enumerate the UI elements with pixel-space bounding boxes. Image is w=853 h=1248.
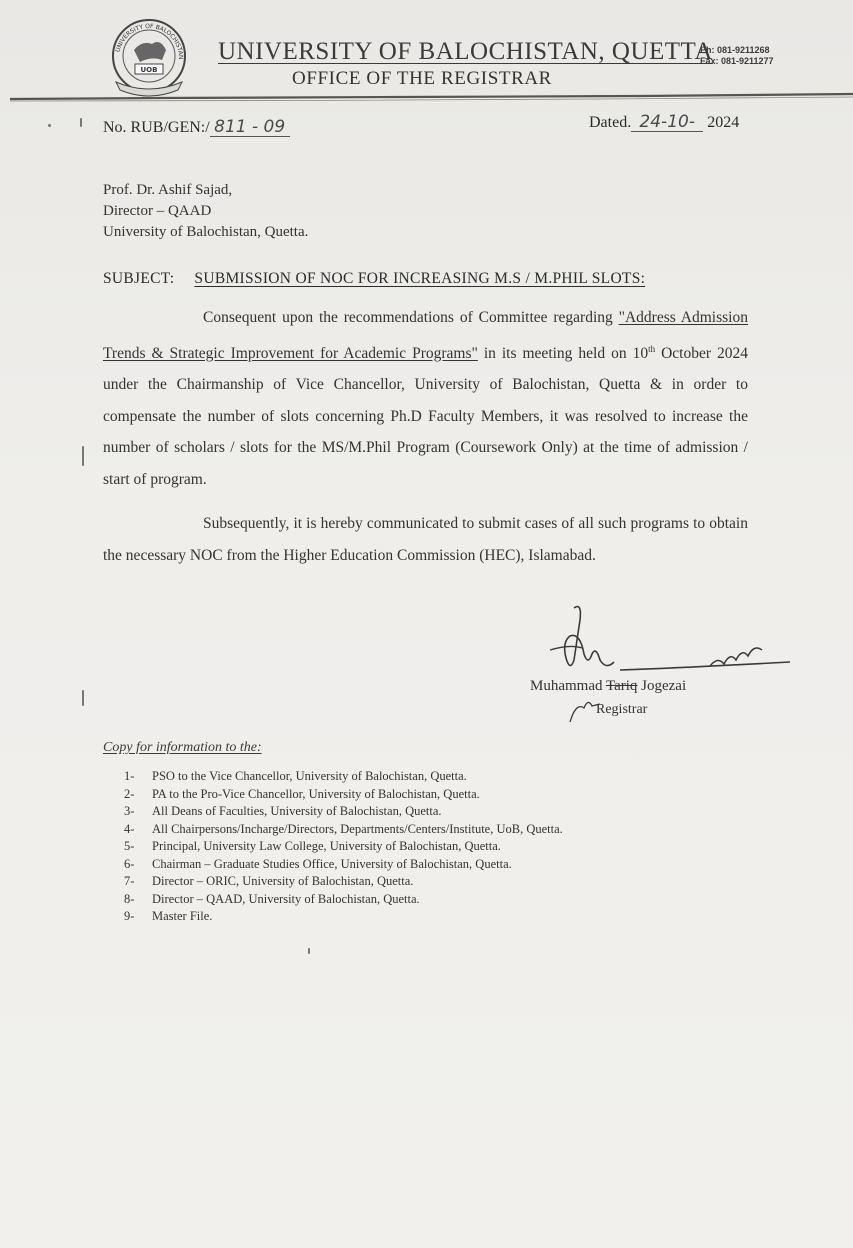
list-item — [124, 908, 563, 926]
list-item-text: PSO to the Vice Chancellor, University of Balochistan, Quetta. — [152, 769, 467, 783]
para2-text: Subsequently, it is hereby communicated to submit cases of all such programs to obtain the necessary NOC from the Higher Education Commission (HEC), Islamabad. — [103, 515, 748, 564]
copy-heading: Copy for information to the: — [103, 740, 262, 755]
para1-mid: in its meeting held on 10 — [477, 344, 649, 362]
list-item-text: Principal, University Law College, University of Balochistan, Quetta. — [152, 839, 501, 853]
phone-number: Ph: 081-9211268 — [700, 45, 770, 55]
list-item — [124, 856, 563, 874]
university-logo — [108, 16, 190, 100]
date-handwritten: 24-10- — [631, 113, 703, 132]
recipient-organization: University of Balochistan, Quetta. — [103, 224, 309, 240]
list-item-number: 6- — [124, 856, 135, 871]
list-item-number: 7- — [124, 874, 135, 888]
list-item — [124, 891, 563, 909]
university-name: UNIVERSITY OF BALOCHISTAN, QUETTA — [218, 38, 713, 65]
signatory-name-middle: Tariq — [605, 678, 638, 694]
list-item — [124, 768, 563, 786]
signatory-title: Registrar — [596, 702, 648, 717]
list-item-text: Director – ORIC, University of Balochistan, Quetta. — [152, 874, 414, 888]
list-item — [124, 838, 563, 856]
scan-mark — [48, 124, 51, 127]
letter-date — [589, 113, 739, 132]
para1-start: Consequent upon the recommendations of Committee regarding — [203, 309, 619, 326]
list-item-text: All Chairpersons/Incharge/Directors, Departments/Centers/Institute, UoB, Quetta. — [152, 821, 563, 836]
list-item — [124, 873, 563, 891]
list-item-number: 4- — [124, 821, 135, 836]
scan-mark — [82, 690, 84, 706]
date-year: 2024 — [707, 114, 740, 131]
list-item-text: PA to the Pro-Vice Chancellor, University of Balochistan, Quetta. — [152, 786, 480, 801]
signatory-name-first: Muhammad — [530, 678, 606, 694]
list-item-number: 8- — [124, 891, 135, 906]
office-title: OFFICE OF THE REGISTRAR — [292, 68, 552, 89]
logo-center-text: UOB — [140, 66, 158, 74]
list-item-text: Chairman – Graduate Studies Office, University of Balochistan, Quetta. — [152, 856, 512, 871]
para1-sup: th — [648, 343, 656, 354]
list-item — [124, 803, 563, 821]
list-item-number: 1- — [124, 769, 135, 783]
header-divider — [0, 92, 853, 104]
subject-line — [103, 270, 645, 288]
scan-mark — [80, 118, 82, 127]
recipient-address — [103, 180, 308, 243]
handwritten-signature — [530, 598, 800, 733]
list-item-number: 9- — [124, 909, 135, 923]
scan-mark — [82, 446, 84, 466]
copy-list — [124, 768, 563, 926]
contact-info — [700, 45, 774, 67]
logo-arc-text: UNIVERSITY OF BALOCHISTAN — [114, 22, 185, 60]
list-item-number: 5- — [124, 839, 135, 853]
list-item-number: 3- — [124, 804, 135, 818]
body-paragraph-2 — [103, 508, 748, 571]
scan-mark — [308, 948, 310, 954]
signatory-name-last: Jogezai — [637, 678, 687, 694]
reference-handwritten: 811 - 09 — [210, 118, 290, 137]
para1-end: October 2024 under the Chairmanship of Vice Chancellor, University of Balochistan, Quetta & in order to compensate the number of slots concerning Ph.D Faculty Members, it was resolved to increase the number of scholars / slots for the MS/M.Phil Program (Coursework Only) at the time of admission / start of program. — [103, 344, 748, 488]
list-item — [124, 786, 563, 804]
fax-number: Fax: 081-9211277 — [700, 56, 774, 66]
list-item-text: Director – QAAD, University of Balochistan, Quetta. — [152, 891, 420, 906]
reference-label: No. RUB/GEN:/ — [103, 119, 210, 136]
recipient-designation: Director – QAAD — [103, 203, 212, 219]
reference-number — [103, 118, 290, 137]
subject-text: SUBMISSION OF NOC FOR INCREASING M.S / M.PHIL SLOTS: — [194, 270, 646, 287]
body-paragraph-1 — [103, 302, 748, 495]
list-item-number: 2- — [124, 786, 135, 801]
list-item-text: All Deans of Faculties, University of Balochistan, Quetta. — [152, 804, 442, 818]
recipient-name: Prof. Dr. Ashif Sajad, — [103, 182, 233, 198]
list-item — [124, 821, 563, 839]
subject-label: SUBJECT: — [103, 270, 175, 287]
signatory-name — [530, 678, 686, 695]
para1-quote: "Address Admission Trends & Strategic Improvement for Academic Programs" — [103, 309, 748, 362]
date-label: Dated. — [589, 114, 632, 131]
list-item-text: Master File. — [152, 909, 213, 923]
